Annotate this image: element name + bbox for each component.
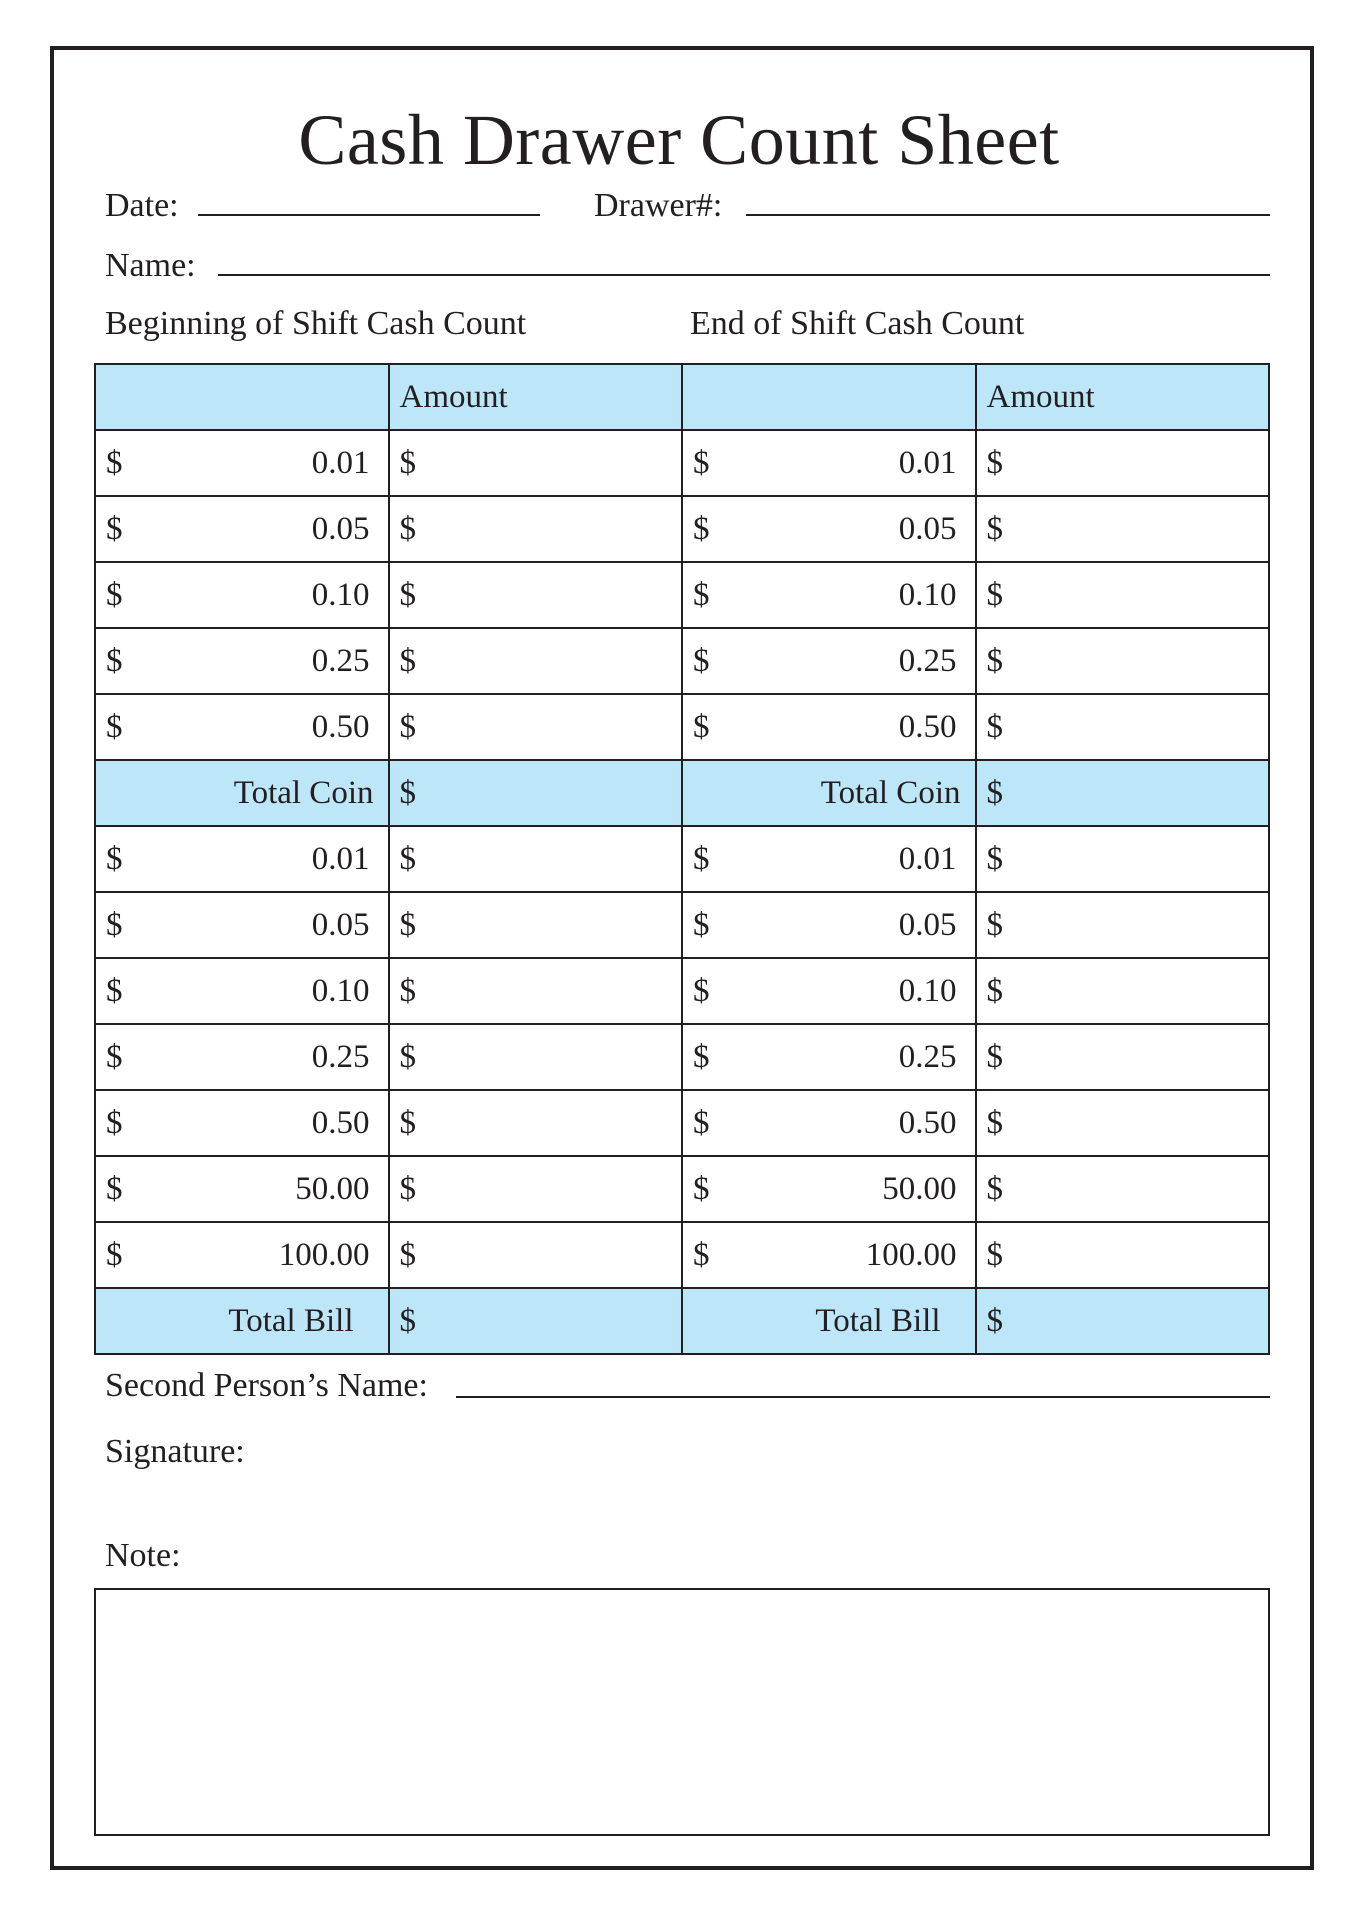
denomination-value: 0.50 bbox=[311, 1104, 370, 1141]
denomination-cell-end bbox=[682, 496, 976, 562]
header-amount-end: Amount bbox=[976, 364, 1270, 430]
table-row bbox=[95, 826, 1269, 892]
denomination-value: 0.05 bbox=[898, 906, 957, 943]
currency-symbol: $ bbox=[986, 840, 1003, 877]
currency-symbol: $ bbox=[986, 1236, 1003, 1273]
currency-symbol: $ bbox=[986, 1170, 1003, 1207]
denomination-cell-begin bbox=[95, 496, 389, 562]
amount-cell-begin[interactable] bbox=[389, 892, 683, 958]
amount-cell-begin[interactable] bbox=[389, 1222, 683, 1288]
currency-symbol: $ bbox=[399, 642, 416, 679]
currency-symbol: $ bbox=[106, 708, 123, 745]
currency-symbol: $ bbox=[986, 510, 1003, 547]
currency-symbol: $ bbox=[693, 576, 710, 613]
drawer-number-field[interactable] bbox=[746, 214, 1270, 216]
total-coin-amount-end[interactable] bbox=[976, 760, 1270, 826]
currency-symbol: $ bbox=[399, 1104, 416, 1141]
signature-label: Signature: bbox=[105, 1433, 245, 1470]
amount-cell-end[interactable] bbox=[976, 562, 1270, 628]
denomination-cell-end bbox=[682, 628, 976, 694]
denomination-value: 0.01 bbox=[898, 444, 957, 481]
denomination-cell-begin bbox=[95, 1156, 389, 1222]
denomination-cell-begin bbox=[95, 1090, 389, 1156]
currency-symbol: $ bbox=[106, 840, 123, 877]
denomination-value: 0.25 bbox=[311, 1038, 370, 1075]
denomination-value: 0.01 bbox=[311, 840, 370, 877]
denomination-cell-end bbox=[682, 430, 976, 496]
denomination-value: 0.10 bbox=[311, 972, 370, 1009]
header-amount-begin: Amount bbox=[389, 364, 683, 430]
currency-symbol: $ bbox=[986, 1104, 1003, 1141]
drawer-number-label: Drawer#: bbox=[594, 187, 723, 224]
currency-symbol: $ bbox=[106, 510, 123, 547]
amount-cell-end[interactable] bbox=[976, 496, 1270, 562]
amount-cell-begin[interactable] bbox=[389, 1090, 683, 1156]
amount-cell-begin[interactable] bbox=[389, 496, 683, 562]
amount-cell-end[interactable] bbox=[976, 826, 1270, 892]
denomination-value: 0.05 bbox=[311, 906, 370, 943]
currency-symbol: $ bbox=[986, 576, 1003, 613]
denomination-value: 0.25 bbox=[311, 642, 370, 679]
denomination-cell-begin bbox=[95, 892, 389, 958]
denomination-value: 0.05 bbox=[311, 510, 370, 547]
currency-symbol: $ bbox=[986, 1302, 1003, 1339]
beginning-shift-heading: Beginning of Shift Cash Count bbox=[105, 305, 527, 342]
table-row bbox=[95, 958, 1269, 1024]
currency-symbol: $ bbox=[693, 906, 710, 943]
currency-symbol: $ bbox=[986, 774, 1003, 811]
date-field[interactable] bbox=[198, 214, 540, 216]
amount-cell-end[interactable] bbox=[976, 958, 1270, 1024]
currency-symbol: $ bbox=[693, 972, 710, 1009]
total-bill-amount-begin[interactable] bbox=[389, 1288, 683, 1354]
currency-symbol: $ bbox=[693, 840, 710, 877]
total-bill-amount-end[interactable] bbox=[976, 1288, 1270, 1354]
currency-symbol: $ bbox=[106, 1236, 123, 1273]
currency-symbol: $ bbox=[399, 1170, 416, 1207]
denomination-cell-end bbox=[682, 892, 976, 958]
currency-symbol: $ bbox=[399, 510, 416, 547]
denomination-cell-begin bbox=[95, 1222, 389, 1288]
currency-symbol: $ bbox=[693, 1038, 710, 1075]
currency-symbol: $ bbox=[693, 1170, 710, 1207]
name-field[interactable] bbox=[218, 274, 1270, 276]
currency-symbol: $ bbox=[399, 774, 416, 811]
amount-cell-end[interactable] bbox=[976, 892, 1270, 958]
currency-symbol: $ bbox=[986, 972, 1003, 1009]
currency-symbol: $ bbox=[106, 444, 123, 481]
currency-symbol: $ bbox=[693, 510, 710, 547]
denomination-value: 0.50 bbox=[311, 708, 370, 745]
table-row bbox=[95, 694, 1269, 760]
table-row bbox=[95, 1090, 1269, 1156]
denomination-value: 0.10 bbox=[311, 576, 370, 613]
note-box[interactable] bbox=[94, 1588, 1270, 1836]
currency-symbol: $ bbox=[399, 708, 416, 745]
amount-cell-begin[interactable] bbox=[389, 1156, 683, 1222]
denomination-cell-end bbox=[682, 1024, 976, 1090]
denomination-cell-end bbox=[682, 1090, 976, 1156]
total-bill-row bbox=[95, 1288, 1269, 1354]
denomination-cell-begin bbox=[95, 1024, 389, 1090]
currency-symbol: $ bbox=[399, 972, 416, 1009]
denomination-cell-end bbox=[682, 826, 976, 892]
table-row bbox=[95, 1222, 1269, 1288]
amount-cell-begin[interactable] bbox=[389, 628, 683, 694]
amount-cell-begin[interactable] bbox=[389, 694, 683, 760]
currency-symbol: $ bbox=[693, 1104, 710, 1141]
amount-cell-end[interactable] bbox=[976, 694, 1270, 760]
total-coin-amount-begin[interactable] bbox=[389, 760, 683, 826]
total-coin-row bbox=[95, 760, 1269, 826]
second-person-name-field[interactable] bbox=[456, 1396, 1270, 1398]
denomination-cell-end bbox=[682, 958, 976, 1024]
currency-symbol: $ bbox=[693, 444, 710, 481]
denomination-value: 50.00 bbox=[882, 1170, 957, 1207]
table-row bbox=[95, 430, 1269, 496]
denomination-cell-end bbox=[682, 562, 976, 628]
amount-cell-end[interactable] bbox=[976, 430, 1270, 496]
currency-symbol: $ bbox=[986, 642, 1003, 679]
amount-cell-begin[interactable] bbox=[389, 1024, 683, 1090]
amount-cell-begin[interactable] bbox=[389, 826, 683, 892]
currency-symbol: $ bbox=[986, 906, 1003, 943]
denomination-value: 0.50 bbox=[898, 1104, 957, 1141]
currency-symbol: $ bbox=[106, 1038, 123, 1075]
currency-symbol: $ bbox=[986, 1038, 1003, 1075]
denomination-value: 0.01 bbox=[898, 840, 957, 877]
table-row bbox=[95, 1156, 1269, 1222]
currency-symbol: $ bbox=[399, 444, 416, 481]
denomination-value: 0.25 bbox=[898, 642, 957, 679]
currency-symbol: $ bbox=[399, 1302, 416, 1339]
amount-cell-begin[interactable] bbox=[389, 958, 683, 1024]
table-row bbox=[95, 562, 1269, 628]
currency-symbol: $ bbox=[106, 972, 123, 1009]
second-person-name-label: Second Person’s Name: bbox=[105, 1367, 428, 1404]
currency-symbol: $ bbox=[399, 576, 416, 613]
total-bill-label-end: Total Bill bbox=[682, 1288, 976, 1354]
denomination-cell-end bbox=[682, 1222, 976, 1288]
currency-symbol: $ bbox=[986, 444, 1003, 481]
cash-count-table bbox=[94, 363, 1270, 1355]
denomination-cell-end bbox=[682, 694, 976, 760]
currency-symbol: $ bbox=[106, 1170, 123, 1207]
currency-symbol: $ bbox=[399, 906, 416, 943]
header-denomination-end bbox=[682, 364, 976, 430]
denomination-cell-begin bbox=[95, 562, 389, 628]
currency-symbol: $ bbox=[399, 1038, 416, 1075]
amount-cell-end[interactable] bbox=[976, 1156, 1270, 1222]
currency-symbol: $ bbox=[693, 1236, 710, 1273]
total-coin-label-end: Total Coin bbox=[682, 760, 976, 826]
currency-symbol: $ bbox=[106, 576, 123, 613]
denomination-value: 0.25 bbox=[898, 1038, 957, 1075]
end-shift-heading: End of Shift Cash Count bbox=[690, 305, 1025, 342]
table-row bbox=[95, 496, 1269, 562]
header-row bbox=[95, 364, 1269, 430]
denomination-value: 50.00 bbox=[295, 1170, 370, 1207]
currency-symbol: $ bbox=[106, 1104, 123, 1141]
note-label: Note: bbox=[105, 1537, 181, 1574]
denomination-value: 0.01 bbox=[311, 444, 370, 481]
denomination-cell-begin bbox=[95, 628, 389, 694]
denomination-value: 0.05 bbox=[898, 510, 957, 547]
table-row bbox=[95, 1024, 1269, 1090]
denomination-value: 0.10 bbox=[898, 576, 957, 613]
currency-symbol: $ bbox=[399, 1236, 416, 1273]
amount-cell-end[interactable] bbox=[976, 1024, 1270, 1090]
currency-symbol: $ bbox=[693, 708, 710, 745]
date-label: Date: bbox=[105, 187, 179, 224]
denomination-value: 100.00 bbox=[278, 1236, 370, 1273]
denomination-value: 0.10 bbox=[898, 972, 957, 1009]
name-label: Name: bbox=[105, 247, 196, 284]
currency-symbol: $ bbox=[986, 708, 1003, 745]
denomination-cell-begin bbox=[95, 826, 389, 892]
amount-cell-end[interactable] bbox=[976, 628, 1270, 694]
currency-symbol: $ bbox=[106, 642, 123, 679]
denomination-cell-begin bbox=[95, 694, 389, 760]
amount-cell-end[interactable] bbox=[976, 1222, 1270, 1288]
denomination-cell-begin bbox=[95, 430, 389, 496]
table-row bbox=[95, 892, 1269, 958]
total-coin-label-begin: Total Coin bbox=[95, 760, 389, 826]
denomination-cell-begin bbox=[95, 958, 389, 1024]
amount-cell-begin[interactable] bbox=[389, 430, 683, 496]
total-bill-label-begin: Total Bill bbox=[95, 1288, 389, 1354]
currency-symbol: $ bbox=[693, 642, 710, 679]
denomination-value: 100.00 bbox=[865, 1236, 957, 1273]
amount-cell-end[interactable] bbox=[976, 1090, 1270, 1156]
denomination-cell-end bbox=[682, 1156, 976, 1222]
currency-symbol: $ bbox=[106, 906, 123, 943]
page-title: Cash Drawer Count Sheet bbox=[298, 100, 1060, 180]
amount-cell-begin[interactable] bbox=[389, 562, 683, 628]
currency-symbol: $ bbox=[399, 840, 416, 877]
denomination-value: 0.50 bbox=[898, 708, 957, 745]
header-denomination-begin bbox=[95, 364, 389, 430]
table-row bbox=[95, 628, 1269, 694]
